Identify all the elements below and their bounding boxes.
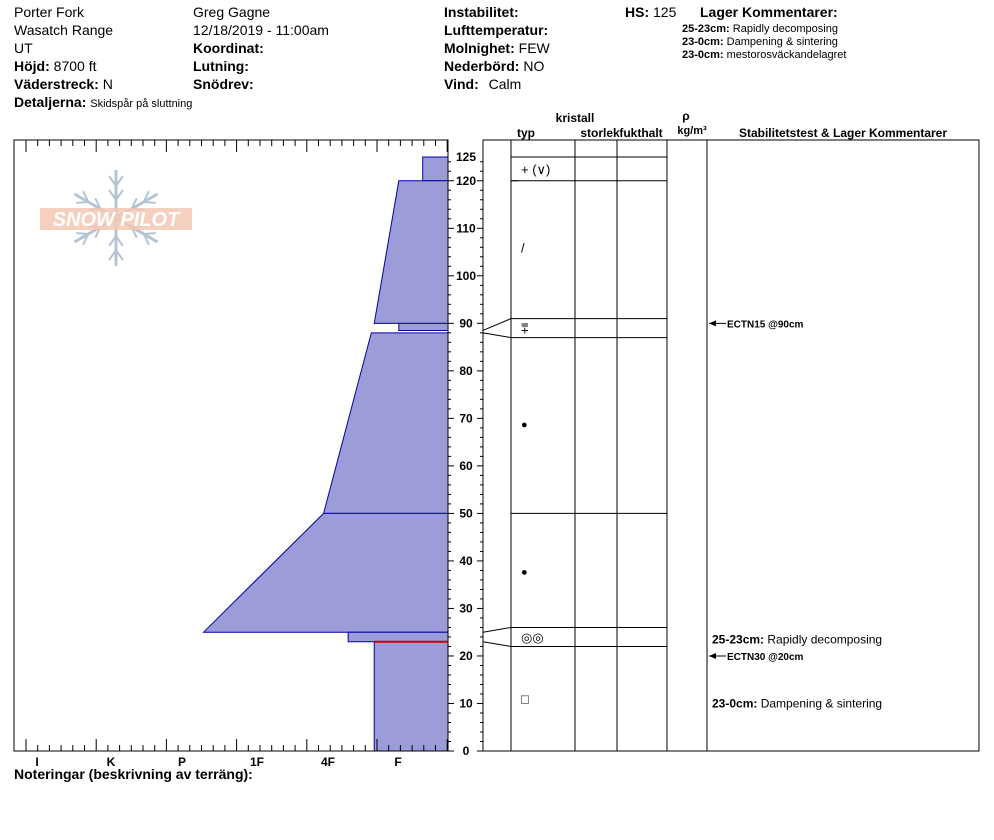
layer-comment-2: 23-0cm: Dampening & sintering bbox=[682, 36, 838, 48]
hardness-label-I: I bbox=[35, 755, 39, 769]
hardness-layers bbox=[204, 157, 448, 751]
details-value: Skidspår på sluttning bbox=[90, 98, 193, 110]
grain-symbol-5: ● bbox=[521, 566, 528, 579]
layer-annotation-2: 23-0cm: Dampening & sintering bbox=[712, 696, 883, 711]
state-name: UT bbox=[14, 40, 33, 56]
grain-symbol-3: ⩱ bbox=[521, 321, 529, 337]
boundary-connector bbox=[483, 333, 511, 338]
crystal-header: kristall bbox=[555, 111, 595, 125]
density-symbol: ρ bbox=[682, 109, 690, 123]
elevation-label: Höjd: bbox=[14, 58, 50, 74]
grain-symbols bbox=[521, 162, 550, 707]
sky-value: FEW bbox=[518, 40, 550, 56]
moisture-header: fukthalt bbox=[619, 126, 663, 140]
density-unit: kg/m³ bbox=[677, 125, 707, 137]
wind-label: Vind: bbox=[444, 76, 479, 92]
depth-label-10: 10 bbox=[459, 696, 473, 711]
stability-results bbox=[709, 319, 882, 710]
stability-arrow-head bbox=[709, 653, 716, 659]
hs-value: 125 bbox=[653, 4, 677, 20]
terrain-notes-label: Noteringar (beskrivning av terräng): bbox=[14, 766, 253, 782]
snowflake-branch bbox=[76, 233, 88, 234]
boundary-connector bbox=[483, 319, 511, 331]
stability-header: Stabilitetstest & Lager Kommentarer bbox=[738, 126, 948, 140]
hardness-layer-1 bbox=[423, 157, 448, 181]
depth-label-90: 90 bbox=[459, 316, 473, 331]
size-header: storlek bbox=[580, 126, 620, 140]
logo-text: SNOW PILOT bbox=[52, 209, 180, 231]
grain-symbol-1: + (∨) bbox=[521, 161, 551, 177]
precip-value: NO bbox=[523, 58, 545, 74]
hardness-layer-6 bbox=[348, 632, 448, 642]
hardness-label-F: F bbox=[394, 755, 402, 769]
snowflake-branch bbox=[144, 202, 156, 203]
depth-label-70: 70 bbox=[459, 411, 473, 426]
boundary-connector bbox=[483, 627, 511, 632]
hardness-label-K: K bbox=[106, 755, 116, 769]
precip-label: Nederbörd: bbox=[444, 58, 520, 74]
boundary-connector bbox=[483, 642, 511, 647]
range-name: Wasatch Range bbox=[14, 22, 114, 38]
hardness-layer-2 bbox=[374, 181, 448, 324]
location-name: Porter Fork bbox=[14, 4, 85, 20]
depth-label-120: 120 bbox=[455, 173, 477, 188]
hardness-layer-7 bbox=[374, 642, 448, 751]
hardness-label-P: P bbox=[177, 755, 187, 769]
stability-result-2: ECTN30 @20cm bbox=[727, 651, 804, 663]
elevation-value: 8700 ft bbox=[53, 58, 97, 74]
layer-annotation-1: 25-23cm: Rapidly decomposing bbox=[712, 632, 883, 647]
coordinate-label: Koordinat: bbox=[193, 40, 264, 56]
depth-label-60: 60 bbox=[459, 458, 473, 473]
grain-symbol-2: / bbox=[521, 240, 525, 256]
depth-label-0: 0 bbox=[462, 744, 470, 758]
sky-label: Molnighet: bbox=[444, 40, 515, 56]
hardness-layer-4 bbox=[324, 333, 448, 514]
layer-comment-1: 25-23cm: Rapidly decomposing bbox=[682, 23, 838, 35]
wind-value: Calm bbox=[488, 76, 522, 92]
details-label: Detaljerna: bbox=[14, 94, 87, 110]
stability-arrow-head bbox=[709, 320, 716, 326]
column-headers bbox=[517, 109, 947, 140]
hs-label: HS: bbox=[625, 4, 650, 20]
aspect-label: Väderstreck: bbox=[14, 76, 99, 92]
grain-symbol-4: ● bbox=[521, 419, 528, 432]
stability-result-1: ECTN15 @90cm bbox=[727, 319, 804, 331]
snowflake-branch bbox=[144, 233, 156, 234]
depth-label-100: 100 bbox=[455, 268, 477, 283]
wind-loading-label: Snödrev: bbox=[193, 76, 254, 92]
snowpilot-logo bbox=[40, 170, 192, 266]
grain-symbol-7: □ bbox=[521, 691, 529, 707]
depth-label-20: 20 bbox=[459, 648, 473, 663]
snowflake-branch bbox=[76, 202, 88, 203]
observation-datetime: 12/18/2019 - 11:00am bbox=[193, 22, 329, 38]
slope-label: Lutning: bbox=[193, 58, 249, 74]
type-header: typ bbox=[517, 126, 535, 140]
aspect-value: N bbox=[102, 76, 113, 92]
depth-label-30: 30 bbox=[459, 601, 473, 616]
depth-label-80: 80 bbox=[459, 363, 473, 378]
hardness-label-1F: 1F bbox=[249, 755, 265, 769]
depth-label-125: 125 bbox=[455, 150, 477, 164]
hardness-label-4F: 4F bbox=[320, 755, 336, 769]
hardness-layer-3 bbox=[399, 323, 448, 330]
instability-label: Instabilitet: bbox=[444, 4, 519, 20]
depth-label-110: 110 bbox=[456, 221, 476, 236]
layer-comment-3: 23-0cm: mestorosväckandelagret bbox=[682, 49, 847, 61]
air-temp-label: Lufttemperatur: bbox=[444, 22, 549, 38]
observer-name: Greg Gagne bbox=[193, 4, 271, 20]
depth-axis bbox=[448, 150, 483, 758]
layer-comments-label: Lager Kommentarer: bbox=[700, 4, 838, 20]
grain-symbol-6: ◎◎ bbox=[521, 629, 544, 645]
depth-label-50: 50 bbox=[459, 506, 473, 521]
depth-label-40: 40 bbox=[459, 553, 473, 568]
hardness-layer-5 bbox=[204, 513, 448, 632]
